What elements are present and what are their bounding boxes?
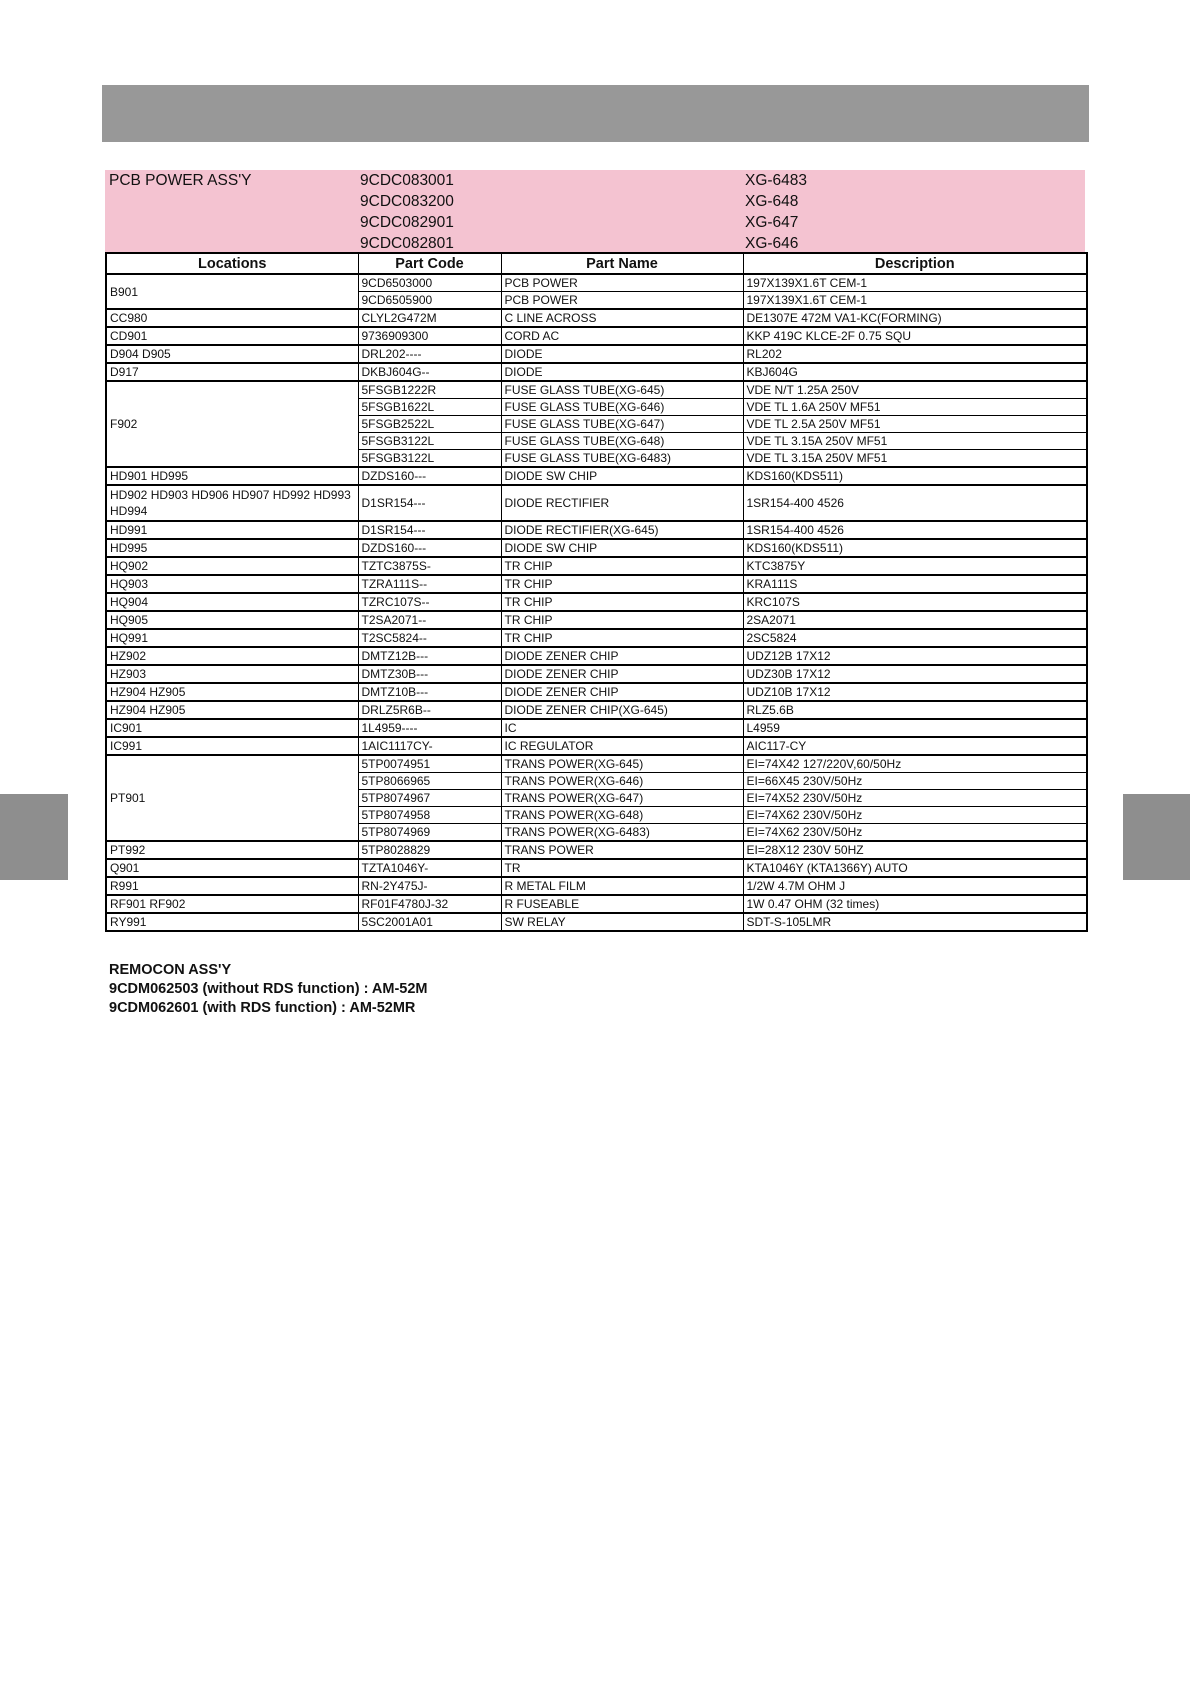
cell-code: DMTZ12B--- [358, 647, 501, 665]
cell-desc: KTA1046Y (KTA1366Y) AUTO [743, 859, 1087, 877]
cell-name: PCB POWER [501, 274, 743, 292]
cell-desc: EI=74X52 230V/50Hz [743, 790, 1087, 807]
cell-name: FUSE GLASS TUBE(XG-6483) [501, 450, 743, 468]
header-part-name: Part Name [501, 253, 743, 274]
cell-location: HQ902 [106, 557, 358, 575]
cell-code: DMTZ10B--- [358, 683, 501, 701]
cell-desc: UDZ10B 17X12 [743, 683, 1087, 701]
table-row [106, 345, 1087, 363]
table-row [106, 737, 1087, 755]
assy-code: 9CDC082901 [360, 214, 454, 231]
cell-desc: EI=28X12 230V 50HZ [743, 841, 1087, 859]
cell-code: 5TP8066965 [358, 773, 501, 790]
cell-location: IC901 [106, 719, 358, 737]
cell-name: TR CHIP [501, 575, 743, 593]
cell-name: DIODE RECTIFIER(XG-645) [501, 521, 743, 539]
cell-name: CORD AC [501, 327, 743, 345]
cell-name: C LINE ACROSS [501, 309, 743, 327]
cell-desc: RLZ5.6B [743, 701, 1087, 719]
cell-location: PT901 [106, 755, 358, 841]
cell-code: RF01F4780J-32 [358, 895, 501, 913]
cell-name: TRANS POWER(XG-645) [501, 755, 743, 773]
cell-code: CLYL2G472M [358, 309, 501, 327]
cell-desc: 1W 0.47 OHM (32 times) [743, 895, 1087, 913]
cell-code: DRL202---- [358, 345, 501, 363]
assy-code: 9CDC083200 [360, 193, 454, 210]
cell-name: FUSE GLASS TUBE(XG-647) [501, 416, 743, 433]
assy-row [105, 191, 1085, 212]
cell-desc: VDE TL 2.5A 250V MF51 [743, 416, 1087, 433]
table-row [106, 557, 1087, 575]
cell-name: IC REGULATOR [501, 737, 743, 755]
cell-location: HD902 HD903 HD906 HD907 HD992 HD993 HD994 [106, 485, 358, 521]
cell-code: DZDS160--- [358, 467, 501, 485]
header-description: Description [743, 253, 1087, 274]
cell-name: TRANS POWER(XG-648) [501, 807, 743, 824]
table-row [106, 895, 1087, 913]
cell-code: 5FSGB2522L [358, 416, 501, 433]
table-row [106, 327, 1087, 345]
table-row [106, 719, 1087, 737]
parts-table [105, 252, 1088, 932]
table-row [106, 274, 1087, 292]
cell-desc: KTC3875Y [743, 557, 1087, 575]
cell-desc: KKP 419C KLCE-2F 0.75 SQU [743, 327, 1087, 345]
cell-location: HQ991 [106, 629, 358, 647]
header-locations: Locations [106, 253, 358, 274]
cell-location: IC991 [106, 737, 358, 755]
cell-desc: AIC117-CY [743, 737, 1087, 755]
table-row [106, 593, 1087, 611]
table-row [106, 877, 1087, 895]
assy-model: XG-647 [745, 214, 799, 231]
cell-name: PCB POWER [501, 292, 743, 310]
table-row [106, 611, 1087, 629]
side-tab-right [1123, 794, 1190, 880]
cell-name: TR [501, 859, 743, 877]
cell-code: D1SR154--- [358, 521, 501, 539]
cell-desc: VDE TL 1.6A 250V MF51 [743, 399, 1087, 416]
cell-name: FUSE GLASS TUBE(XG-646) [501, 399, 743, 416]
cell-desc: KDS160(KDS511) [743, 539, 1087, 557]
cell-desc: DE1307E 472M VA1-KC(FORMING) [743, 309, 1087, 327]
cell-code: 5TP8074958 [358, 807, 501, 824]
table-row [106, 363, 1087, 381]
cell-name: TRANS POWER [501, 841, 743, 859]
cell-code: 1L4959---- [358, 719, 501, 737]
cell-code: D1SR154--- [358, 485, 501, 521]
cell-desc: EI=66X45 230V/50Hz [743, 773, 1087, 790]
cell-name: DIODE [501, 363, 743, 381]
table-row [106, 485, 1087, 521]
assy-model: XG-6483 [745, 172, 808, 189]
assy-model: XG-646 [745, 235, 799, 252]
cell-code: TZRA111S-- [358, 575, 501, 593]
cell-location: HD901 HD995 [106, 467, 358, 485]
cell-name: R FUSEABLE [501, 895, 743, 913]
cell-desc: KRC107S [743, 593, 1087, 611]
remocon-section [109, 961, 427, 1018]
cell-desc: L4959 [743, 719, 1087, 737]
cell-desc: 197X139X1.6T CEM-1 [743, 274, 1087, 292]
cell-name: R METAL FILM [501, 877, 743, 895]
cell-name: TR CHIP [501, 611, 743, 629]
cell-code: T2SC5824-- [358, 629, 501, 647]
cell-desc: KRA111S [743, 575, 1087, 593]
cell-location: CC980 [106, 309, 358, 327]
cell-name: FUSE GLASS TUBE(XG-648) [501, 433, 743, 450]
cell-desc: SDT-S-105LMR [743, 913, 1087, 931]
cell-desc: UDZ30B 17X12 [743, 665, 1087, 683]
cell-name: DIODE ZENER CHIP(XG-645) [501, 701, 743, 719]
cell-code: 9CD6505900 [358, 292, 501, 310]
cell-location: B901 [106, 274, 358, 309]
cell-location: RF901 RF902 [106, 895, 358, 913]
header-part-code: Part Code [358, 253, 501, 274]
cell-location: RY991 [106, 913, 358, 931]
cell-desc: KDS160(KDS511) [743, 467, 1087, 485]
cell-code: 5FSGB1622L [358, 399, 501, 416]
cell-name: TRANS POWER(XG-647) [501, 790, 743, 807]
side-tab-left [0, 794, 68, 880]
cell-name: TR CHIP [501, 593, 743, 611]
cell-name: DIODE [501, 345, 743, 363]
cell-code: TZTC3875S- [358, 557, 501, 575]
cell-code: 5TP0074951 [358, 755, 501, 773]
table-row [106, 575, 1087, 593]
cell-name: DIODE ZENER CHIP [501, 683, 743, 701]
cell-code: RN-2Y475J- [358, 877, 501, 895]
cell-desc: RL202 [743, 345, 1087, 363]
cell-location: HZ903 [106, 665, 358, 683]
cell-location: PT992 [106, 841, 358, 859]
cell-code: TZTA1046Y- [358, 859, 501, 877]
cell-name: TR CHIP [501, 629, 743, 647]
cell-desc: 2SC5824 [743, 629, 1087, 647]
cell-code: 5TP8074967 [358, 790, 501, 807]
cell-location: D917 [106, 363, 358, 381]
assy-code: 9CDC083001 [360, 172, 454, 189]
cell-desc: 197X139X1.6T CEM-1 [743, 292, 1087, 310]
cell-desc: 1/2W 4.7M OHM J [743, 877, 1087, 895]
table-row [106, 859, 1087, 877]
cell-location: HQ903 [106, 575, 358, 593]
cell-location: HZ902 [106, 647, 358, 665]
cell-name: IC [501, 719, 743, 737]
cell-code: 9736909300 [358, 327, 501, 345]
cell-desc: EI=74X62 230V/50Hz [743, 824, 1087, 842]
assy-row [105, 233, 1085, 254]
cell-location: HZ904 HZ905 [106, 701, 358, 719]
cell-name: DIODE SW CHIP [501, 467, 743, 485]
cell-code: 5FSGB3122L [358, 433, 501, 450]
cell-code: TZRC107S-- [358, 593, 501, 611]
cell-desc: UDZ12B 17X12 [743, 647, 1087, 665]
cell-name: FUSE GLASS TUBE(XG-645) [501, 381, 743, 399]
remocon-line-1: 9CDM062503 (without RDS function) : AM-52M [109, 981, 428, 997]
cell-location: HD995 [106, 539, 358, 557]
cell-desc: 2SA2071 [743, 611, 1087, 629]
assy-row [105, 212, 1085, 233]
cell-code: 1AIC1117CY- [358, 737, 501, 755]
cell-code: 5TP8074969 [358, 824, 501, 842]
table-row [106, 539, 1087, 557]
table-row [106, 309, 1087, 327]
cell-name: TR CHIP [501, 557, 743, 575]
cell-desc: VDE TL 3.15A 250V MF51 [743, 450, 1087, 468]
cell-code: 9CD6503000 [358, 274, 501, 292]
table-row [106, 701, 1087, 719]
cell-code: DMTZ30B--- [358, 665, 501, 683]
cell-code: 5SC2001A01 [358, 913, 501, 931]
cell-code: T2SA2071-- [358, 611, 501, 629]
cell-name: DIODE ZENER CHIP [501, 665, 743, 683]
assy-code: 9CDC082801 [360, 235, 454, 252]
table-row [106, 381, 1087, 399]
table-header-row [106, 253, 1087, 274]
cell-code: 5FSGB1222R [358, 381, 501, 399]
cell-code: DRLZ5R6B-- [358, 701, 501, 719]
table-row [106, 521, 1087, 539]
assy-header [105, 170, 1085, 254]
cell-location: F902 [106, 381, 358, 467]
cell-location: HD991 [106, 521, 358, 539]
cell-location: HQ905 [106, 611, 358, 629]
cell-desc: 1SR154-400 4526 [743, 521, 1087, 539]
cell-name: DIODE SW CHIP [501, 539, 743, 557]
cell-location: R991 [106, 877, 358, 895]
assy-model: XG-648 [745, 193, 799, 210]
cell-location: Q901 [106, 859, 358, 877]
table-row [106, 683, 1087, 701]
cell-location: HZ904 HZ905 [106, 683, 358, 701]
cell-name: SW RELAY [501, 913, 743, 931]
cell-name: DIODE RECTIFIER [501, 485, 743, 521]
cell-desc: VDE TL 3.15A 250V MF51 [743, 433, 1087, 450]
cell-location: HQ904 [106, 593, 358, 611]
assy-row [105, 170, 1085, 191]
table-row [106, 755, 1087, 773]
table-row [106, 629, 1087, 647]
cell-desc: EI=74X62 230V/50Hz [743, 807, 1087, 824]
cell-desc: 1SR154-400 4526 [743, 485, 1087, 521]
table-row [106, 647, 1087, 665]
table-row [106, 913, 1087, 931]
cell-name: DIODE ZENER CHIP [501, 647, 743, 665]
cell-desc: KBJ604G [743, 363, 1087, 381]
table-row [106, 665, 1087, 683]
cell-code: DZDS160--- [358, 539, 501, 557]
remocon-title: REMOCON ASS'Y [109, 962, 232, 978]
cell-desc: VDE N/T 1.25A 250V [743, 381, 1087, 399]
cell-location: CD901 [106, 327, 358, 345]
table-row [106, 467, 1087, 485]
cell-code: 5FSGB3122L [358, 450, 501, 468]
cell-name: TRANS POWER(XG-646) [501, 773, 743, 790]
assy-title: PCB POWER ASS'Y [109, 172, 252, 189]
cell-code: 5TP8028829 [358, 841, 501, 859]
cell-name: TRANS POWER(XG-6483) [501, 824, 743, 842]
cell-desc: EI=74X42 127/220V,60/50Hz [743, 755, 1087, 773]
header-banner [102, 85, 1089, 142]
remocon-line-2: 9CDM062601 (with RDS function) : AM-52MR [109, 1000, 416, 1016]
cell-location: D904 D905 [106, 345, 358, 363]
cell-code: DKBJ604G-- [358, 363, 501, 381]
table-row [106, 841, 1087, 859]
